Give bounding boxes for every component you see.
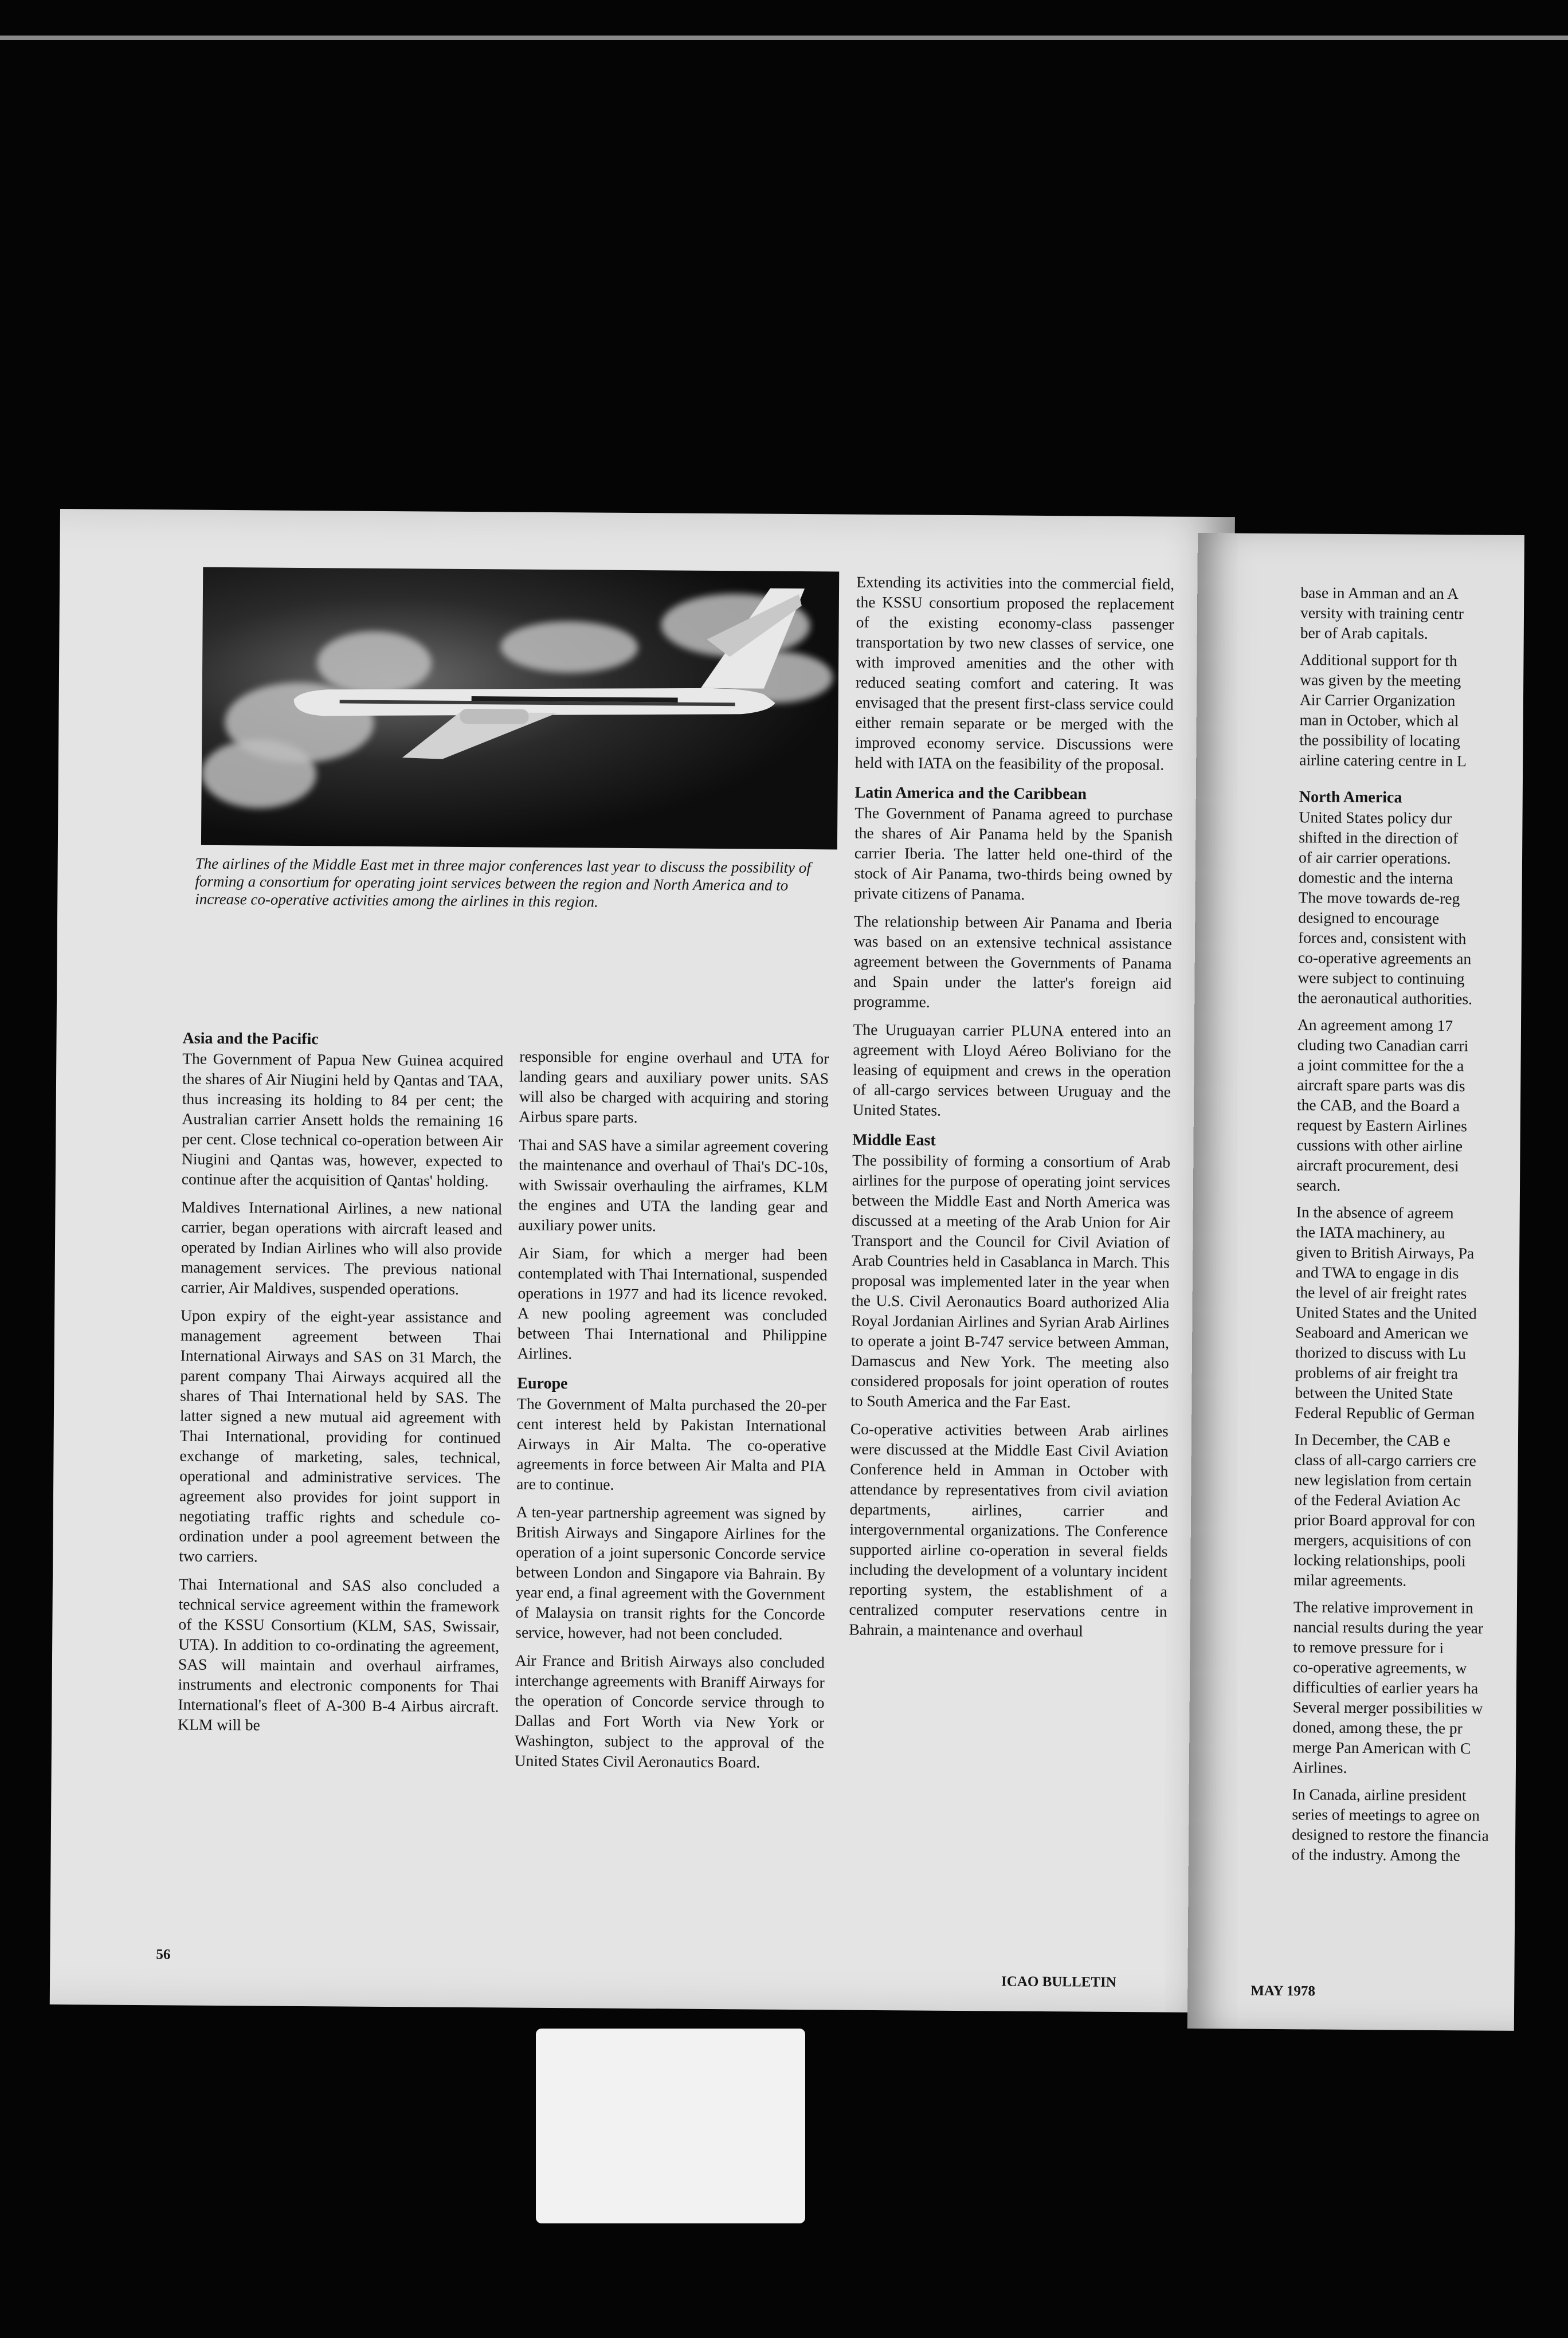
text-line: the CAB, and the Board a bbox=[1296, 1096, 1460, 1115]
text-line: milar agreements. bbox=[1293, 1571, 1407, 1590]
text-line: Several merger possibilities w bbox=[1292, 1698, 1483, 1717]
text-line: forces and, consistent with bbox=[1297, 928, 1467, 948]
section-heading: Europe bbox=[517, 1374, 568, 1393]
text-line: doned, among these, the pr bbox=[1292, 1718, 1463, 1737]
right-page bbox=[1187, 533, 1524, 2031]
text-line: of the industry. Among the bbox=[1291, 1845, 1460, 1865]
paragraph: The relationship between Air Panama and Iberia was based on an extensive technical assistance agreement between the Governments of Panama and Spain under the latter's foreign aid programme. bbox=[853, 912, 1173, 1011]
column-1 bbox=[178, 1029, 504, 1745]
text-line: nancial results during the year bbox=[1293, 1618, 1484, 1637]
text-line: man in October, which al bbox=[1299, 711, 1459, 730]
text-line: the possibility of locating bbox=[1299, 731, 1460, 750]
text-line: were subject to continuing bbox=[1297, 968, 1465, 988]
paragraph: Air France and British Airways also concluded interchange agreements with Braniff Airways for the operation of Concorde service through to Dallas and Fort Worth via New York or Washington, subject to the approval of the United States Civil Aeronautics Board. bbox=[514, 1651, 825, 1771]
airplane-icon bbox=[201, 567, 839, 850]
photo-caption: The airlines of the Middle East met in three major conferences last year to discuss the possibility of forming a consortium for operating joint services between the region and North America and to increase co-operative activities among the airlines in this region. bbox=[195, 854, 811, 911]
text-line: the IATA machinery, au bbox=[1296, 1223, 1445, 1242]
text-line: new legislation from certain bbox=[1294, 1470, 1472, 1490]
page-number: 56 bbox=[156, 1947, 171, 1963]
text-line: given to British Airways, Pa bbox=[1296, 1243, 1475, 1262]
paragraph: The Government of Papua New Guinea acquired the shares of Air Niugini held by Qantas and TAA, thus increasing its holding to 84 per cent; the Australian carrier Ansett holds the remaining 16 per cent. Close technical co-operation between Air Niugini and Qantas was, however, expected to continue after the acquisition of Qantas' holding. bbox=[181, 1049, 504, 1190]
text-line: of air carrier operations. bbox=[1298, 848, 1451, 868]
paragraph: The possibility of forming a consortium of Arab airlines for the purpose of operating joint services between the Middle East and North America was discussed at a meeting of the Arab Union for Air Transport and the Council for Civil Aviation of Arab Countries held in Casablanca in March. This proposal was implemented later in the year when the U.S. Civil Aeronautics Board authorized Alia Royal Jordanian Airlines and Syrian Arab Airlines to operate a joint B-747 service between Amman, Damascus and New York. The meeting also considered proposals for joint operation of routes to South America and the Far East. bbox=[850, 1151, 1171, 1411]
publication-title: ICAO BULLETIN bbox=[1001, 1974, 1116, 1990]
text-line: domestic and the interna bbox=[1298, 868, 1453, 888]
right-column bbox=[1292, 582, 1524, 1866]
text-line: series of meetings to agree on bbox=[1292, 1805, 1480, 1825]
paragraph: Thai and SAS have a similar agreement covering the maintenance and overhaul of Thai's DC-10s, with Swissair overhauling the airframes, KLM the engines and UTA the landing gear and auxiliary power units. bbox=[518, 1135, 829, 1235]
text-line: co-operative agreements an bbox=[1297, 948, 1472, 968]
paragraph: Co-operative activities between Arab airlines were discussed at the Middle East Civil Aviation Conference held in Amman in October with attendance by representatives from civil aviation departments, airlines, carrier and intergovernmental organizations. The Conference supported airline co-operation in several fields including the development of a voluntary incident reporting system, the establishment of a centralized computer reservations centre in Bahrain, a maintenance and overhaul bbox=[849, 1419, 1169, 1640]
text-line: The move towards de-reg bbox=[1298, 888, 1460, 908]
text-line: mergers, acquisitions of con bbox=[1293, 1531, 1472, 1550]
text-line: difficulties of earlier years ha bbox=[1292, 1678, 1479, 1697]
text-line: designed to encourage bbox=[1298, 908, 1440, 927]
text-line: class of all-cargo carriers cre bbox=[1294, 1450, 1476, 1470]
text-line: Additional support for th bbox=[1300, 650, 1457, 670]
section-heading: Middle East bbox=[852, 1131, 936, 1150]
paragraph: Maldives International Airlines, a new national carrier, began operations with aircraft leased and operated by Indian Airlines who will also provide management services. The previous national carrier, Air Maldives, suspended operations. bbox=[181, 1198, 503, 1298]
text-line: merge Pan American with C bbox=[1292, 1738, 1471, 1758]
text-line: between the United State bbox=[1295, 1383, 1453, 1403]
text-line: Seaboard and American we bbox=[1295, 1323, 1468, 1343]
text-line: co-operative agreements, w bbox=[1293, 1658, 1467, 1677]
text-line: airline catering centre in L bbox=[1299, 751, 1467, 770]
text-line: shifted in the direction of bbox=[1299, 828, 1459, 848]
section-heading: Asia and the Pacific bbox=[182, 1029, 319, 1049]
left-page bbox=[50, 509, 1235, 2013]
paragraph: Extending its activities into the commercial field, the KSSU consortium proposed the replacement of the existing economy-class passenger transportation by two new classes of service, one with improved amenities and the other with reduced seating comfort and catering. It was envisaged that the present first-class service could either remain separate or be merged with the improved economy service. Discussions were held with IATA on the feasibility of the proposal. bbox=[854, 572, 1175, 774]
text-line: search. bbox=[1296, 1176, 1341, 1194]
text-line: was given by the meeting bbox=[1300, 670, 1461, 690]
column-3 bbox=[849, 572, 1174, 1650]
aircraft-photo bbox=[201, 567, 839, 850]
paragraph: Upon expiry of the eight-year assistance and management agreement between Thai International Airways and SAS on 31 March, the parent company Thai Airways acquired all the shares of Thai International held by SAS. The latter signed a new mutual aid agreement with Thai International, providing for continued exchange of marketing, sales, technical, operational and administrative services. The agreement also provides for joint support in negotiating traffic rights and schedule co-ordination under a pool agreement between the two carriers. bbox=[179, 1306, 502, 1566]
text-line: designed to restore the financia bbox=[1292, 1825, 1489, 1845]
section-heading: Latin America and the Caribbean bbox=[854, 783, 1087, 803]
paragraph: The Government of Malta purchased the 20-per cent interest held by Pakistan International Airways in Air Malta. The co-operative agreements in force between Air Malta and PIA are to continue. bbox=[516, 1394, 827, 1493]
text-line: In December, the CAB e bbox=[1294, 1430, 1451, 1450]
scan-target-card bbox=[536, 2029, 805, 2223]
text-line: The relative improvement in bbox=[1293, 1598, 1473, 1617]
section-heading: North America bbox=[1299, 788, 1402, 807]
scan-top-rule bbox=[0, 36, 1568, 40]
text-line: Air Carrier Organization bbox=[1299, 691, 1456, 710]
column-2 bbox=[515, 1046, 829, 1781]
text-line: An agreement among 17 bbox=[1297, 1015, 1453, 1035]
text-line: request by Eastern Airlines bbox=[1296, 1116, 1467, 1135]
text-line: thorized to discuss with Lu bbox=[1295, 1343, 1467, 1363]
paragraph: The Uruguayan carrier PLUNA entered into an agreement with Lloyd Aéreo Boliviano for the leasing of equipment and crews in the operation of all-cargo services between Uruguay and the United States. bbox=[852, 1020, 1171, 1119]
text-line: United States policy dur bbox=[1299, 808, 1452, 827]
text-line: United States and the United bbox=[1295, 1303, 1477, 1323]
text-line: aircraft spare parts was dis bbox=[1297, 1076, 1465, 1095]
text-line: In the absence of agreem bbox=[1296, 1203, 1454, 1222]
text-line: ber of Arab capitals. bbox=[1300, 623, 1428, 642]
issue-date: MAY 1978 bbox=[1251, 1983, 1316, 1999]
text-line: cluding two Canadian carri bbox=[1297, 1035, 1469, 1055]
paragraph: responsible for engine overhaul and UTA for landing gears and auxiliary power units. SAS will also be charged with acquiring and storing Airbus spare parts. bbox=[519, 1047, 829, 1127]
text-line: to remove pressure for i bbox=[1293, 1638, 1444, 1657]
text-line: Airlines. bbox=[1292, 1758, 1347, 1776]
text-line: of the Federal Aviation Ac bbox=[1294, 1490, 1461, 1510]
text-line: In Canada, airline president bbox=[1292, 1785, 1467, 1805]
text-line: prior Board approval for con bbox=[1293, 1511, 1476, 1530]
text-line: a joint committee for the a bbox=[1297, 1056, 1464, 1075]
text-line: aircraft procurement, desi bbox=[1296, 1156, 1459, 1175]
text-line: the level of air freight rates bbox=[1295, 1283, 1467, 1303]
text-line: Federal Republic of German bbox=[1295, 1403, 1475, 1423]
paragraph: Thai International and SAS also concluded a technical service agreement within the framework of the KSSU Consortium (KLM, SAS, Swissair, UTA). In addition to co-ordinating the agreement, SAS will maintain and overhaul airframes, instruments and electronic components for Thai International's fleet of A-300 B-4 Airbus aircraft. KLM will be bbox=[178, 1575, 500, 1734]
text-line: locking relationships, pooli bbox=[1293, 1551, 1466, 1570]
text-line: cussions with other airline bbox=[1296, 1136, 1463, 1155]
text-line: and TWA to engage in dis bbox=[1295, 1263, 1459, 1282]
paragraph: The Government of Panama agreed to purchase the shares of Air Panama held by the Spanish carrier Iberia. The latter held one-third of the stock of Air Panama, two-thirds being owned by private citizens of Panama. bbox=[854, 803, 1173, 903]
text-line: the aeronautical authorities. bbox=[1297, 988, 1473, 1008]
paragraph: A ten-year partnership agreement was signed by British Airways and Singapore Airlines for the operation of a joint supersonic Concorde service between London and Singapore via Bahrain. By year end, a final agreement with the Government of Malaysia on transit rights for the Concorde service, however, had not been concluded. bbox=[515, 1503, 826, 1643]
text-line: base in Amman and an A bbox=[1300, 583, 1459, 603]
text-line: problems of air freight tra bbox=[1295, 1363, 1458, 1383]
paragraph: Air Siam, for which a merger had been contemplated with Thai International, suspended operations in 1977 and had its licence revoked. A new pooling agreement was concluded between Thai International and Philippine Airlines. bbox=[517, 1243, 828, 1363]
text-line: versity with training centr bbox=[1300, 603, 1464, 623]
